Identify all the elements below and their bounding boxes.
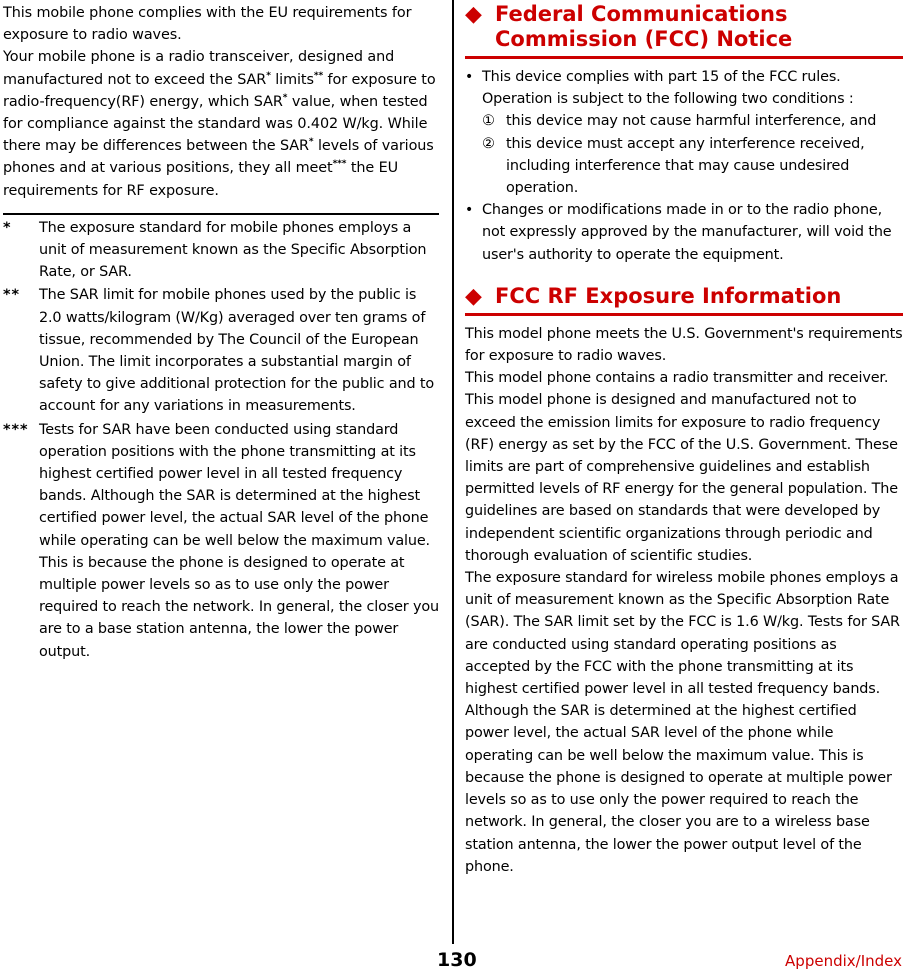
footnote-ref-1: *: [266, 70, 271, 81]
column-divider: [452, 0, 454, 944]
footnote-text: Tests for SAR have been conducted using standard operation positions with the phone transmitting at its highest certified power level in all tested frequency bands. Although the SAR is determined at the highest certified power level, the actual SAR level of the phone while operating can be well below the maximum value. This is because the phone is designed to operate at multiple power levels so as to use only the power required to reach the network. In general, the closer you are to a base station antenna, the lower the power output.: [39, 421, 439, 660]
diamond-icon: ◆: [465, 283, 482, 309]
footnote-mark: *: [3, 219, 12, 236]
section-footer-label: Appendix/Index: [785, 952, 902, 970]
footnote-mark: **: [3, 287, 21, 304]
footnote-ref-4: *: [308, 137, 314, 148]
fcc-bullet-1: [465, 66, 903, 199]
intro-text-a: Your mobile phone is a radio transceiver, designed and manufactured not to exceed the SAR: [3, 49, 395, 88]
condition-number: ①: [482, 113, 495, 130]
rf-heading-text: FCC RF Exposure Information: [495, 283, 842, 308]
intro-text-c: for exposure to radio-frequency(RF) energy, which SAR: [3, 71, 436, 110]
footnote-text: The SAR limit for mobile phones used by the public is 2.0 watts/kilogram (W/Kg) averaged over ten grams of tissue, recommended by The Council of the European Union. The limit incorporates a substantial margin of safety to give additional protection for the public and to account for any variations in measurements.: [39, 287, 435, 415]
fcc-heading-line2: Commission (FCC) Notice: [495, 27, 793, 51]
right-column: [465, 0, 903, 878]
footnote-mark: ***: [3, 421, 29, 438]
bullet-line: Operation is subject to the following two conditions :: [482, 91, 854, 108]
condition-text: this device must accept any interference received, including interference that may cause undesired operation.: [506, 135, 865, 197]
intro-text-b: limits: [270, 71, 314, 88]
footnote-1: [3, 217, 439, 284]
footnote-2: [3, 284, 439, 417]
rf-paragraph-2: This model phone contains a radio transmitter and receiver. This model phone is designed and manufactured not to exceed the emission limits for exposure to radio frequency (RF) energy as set by the FCC of the U.S. Government. These limits are part of comprehensive guidelines and establish permitted levels of RF energy for the general population. The guidelines are based on standards that were developed by independent scientific organizations through periodic and thorough evaluation of scientific studies.: [465, 370, 898, 564]
bullet-icon: •: [465, 202, 474, 219]
bullet-text: Changes or modifications made in or to the radio phone, not expressly approved by the manufacturer, will void the user's authority to operate the equipment.: [482, 202, 892, 263]
fcc-heading-line1: Federal Communications: [495, 2, 788, 26]
intro-text-f: the EU requirements for RF exposure.: [3, 160, 399, 199]
condition-2: [482, 133, 903, 200]
rf-exposure-heading: [465, 284, 903, 309]
notes-divider: [3, 213, 439, 215]
page-number: 130: [437, 949, 477, 971]
rf-paragraph-3: The exposure standard for wireless mobile phones employs a unit of measurement known as the Specific Absorption Rate (SAR). The SAR limit set by the FCC is 1.6 W/kg. Tests for SAR are conducted using standard operating positions as accepted by the FCC with the phone transmitting at its highest certified power level in all tested frequency bands. Although the SAR is determined at the highest certified power level, the actual SAR level of the phone while operating can be well below the maximum value. This is because the phone is designed to operate at multiple power levels so as to use only the power required to reach the network. In general, the closer you are to a wireless base station antenna, the lower the power output level of the phone.: [465, 570, 900, 875]
intro-text-d: value, when tested for compliance against the standard was 0.402 W/kg. While there may be differences between the SAR: [3, 93, 428, 155]
footnote-ref-3: *: [282, 92, 288, 103]
heading-rule: [465, 56, 903, 59]
eu-intro-1: This mobile phone complies with the EU requirements for exposure to radio waves.: [3, 5, 412, 44]
footnote-text: The exposure standard for mobile phones employs a unit of measurement known as the Specific Absorption Rate, or SAR.: [39, 219, 427, 281]
left-column: [3, 0, 439, 663]
heading-rule: [465, 313, 903, 316]
eu-intro-2: [3, 46, 439, 201]
footnote-ref-2: **: [313, 70, 324, 81]
rf-paragraph-1: This model phone meets the U.S. Government's requirements for exposure to radio waves.: [465, 325, 903, 365]
bullet-text: [482, 66, 903, 199]
bullet-icon: •: [465, 69, 474, 85]
intro-text-e: levels of various phones and at various positions, they all meet: [3, 138, 434, 177]
condition-text: this device may not cause harmful interference, and: [506, 113, 877, 130]
fcc-notice-heading: [465, 2, 903, 52]
condition-1: [482, 110, 903, 132]
diamond-icon: ◆: [465, 2, 482, 27]
bullet-line: This device complies with part 15 of the FCC rules.: [482, 69, 841, 85]
condition-number: ②: [482, 135, 495, 152]
fcc-bullet-2: [465, 199, 903, 266]
footnote-ref-5: ***: [332, 159, 347, 170]
footnote-3: [3, 419, 439, 663]
